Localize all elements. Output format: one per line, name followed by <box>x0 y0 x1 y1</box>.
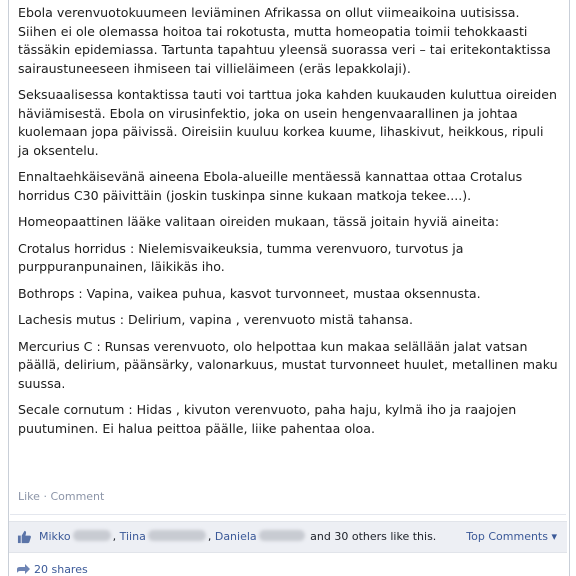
post-paragraph-8: Mercurius C : Runsas verenvuoto, olo helpottaa kun makaa selällään jalat vatsan päällä, delirium, päänsärky, valonarkuus, mustat turvonneet huulet, metallinen maku suussa. <box>18 338 558 391</box>
post-body <box>18 4 558 446</box>
action-separator: · <box>43 490 47 503</box>
liker-name-1[interactable]: Mikko <box>39 530 71 543</box>
post-paragraph-6: Bothrops : Vapina, vaikea puhua, kasvot turvonneet, mustaa oksennusta. <box>18 285 481 301</box>
post-actions <box>18 490 104 503</box>
post-paragraph-4: Homeopaattinen lääke valitaan oireiden mukaan, tässä joitain hyviä aineita: <box>18 214 500 229</box>
post-paragraph-5: Crotalus horridus : Nielemisvaikeuksia, tumma verenvuoro, turvotus ja purppuranpunainen, läikikäs iho. <box>18 240 464 274</box>
like-link[interactable]: Like <box>18 490 40 503</box>
redacted-name <box>73 530 111 541</box>
divider <box>10 514 566 515</box>
liker-name-3[interactable]: Daniela <box>214 530 257 543</box>
post-paragraph-7: Lachesis mutus : Delirium, vapina , verenvuoto mistä tahansa. <box>18 312 413 327</box>
share-icon <box>16 564 30 574</box>
likes-others[interactable]: and 30 others like this. <box>310 530 437 543</box>
top-comments-dropdown[interactable]: Top Comments ▾ <box>466 530 557 543</box>
post-paragraph-3: Ennaltaehkäisevänä aineena Ebola-alueille mentäessä kannattaa ottaa Crotalus horridus C30 päivittäin (joskin tuskinpa sinne kukaan matkoja tekee....). <box>18 169 523 203</box>
redacted-name <box>148 530 206 541</box>
post-paragraph-1: Ebola verenvuotokuumeen leviäminen Afrikassa on ollut viimeaikoina uutisissa. Siihen ei ole olemassa hoitoa tai rokotusta, mutta homeopatia toimii tehokkaasti tässäkin epidemiassa. Tartunta tapahtuu yleensä suorassa veri – tai eritekontaktissa sairaustuneeseen ihmiseen tai villieläimeen (eräs lepakkolaji). <box>18 5 551 76</box>
post-paragraph-9: Secale cornutum : Hidas , kivuton verenvuoto, paha haju, kylmä iho ja raajojen puutuminen. Ei halua peittoa päälle, liike pahentaa oloa. <box>18 402 517 436</box>
likes-bar <box>9 521 567 553</box>
shares-link[interactable] <box>16 563 88 576</box>
shares-label: 20 shares <box>34 563 88 576</box>
liker-name-2[interactable]: Tiina <box>119 530 146 543</box>
comment-link[interactable]: Comment <box>50 490 105 503</box>
thumbs-up-icon <box>17 529 32 544</box>
redacted-name <box>259 530 305 541</box>
likes-text: Mikko , Tiina , Daniela and 30 others like this. <box>39 530 437 543</box>
post-paragraph-2: Seksuaalisessa kontaktissa tauti voi tarttua joka kahden kuukauden kuluttua oireiden häviämisestä. Ebola on virusinfektio, joka on usein hengenvaarallinen ja johtaa kuolemaan jopa päivissä. Oireisiin kuuluu korkea kuume, lihaskivut, heikkous, ripuli ja oksentelu. <box>18 87 557 158</box>
